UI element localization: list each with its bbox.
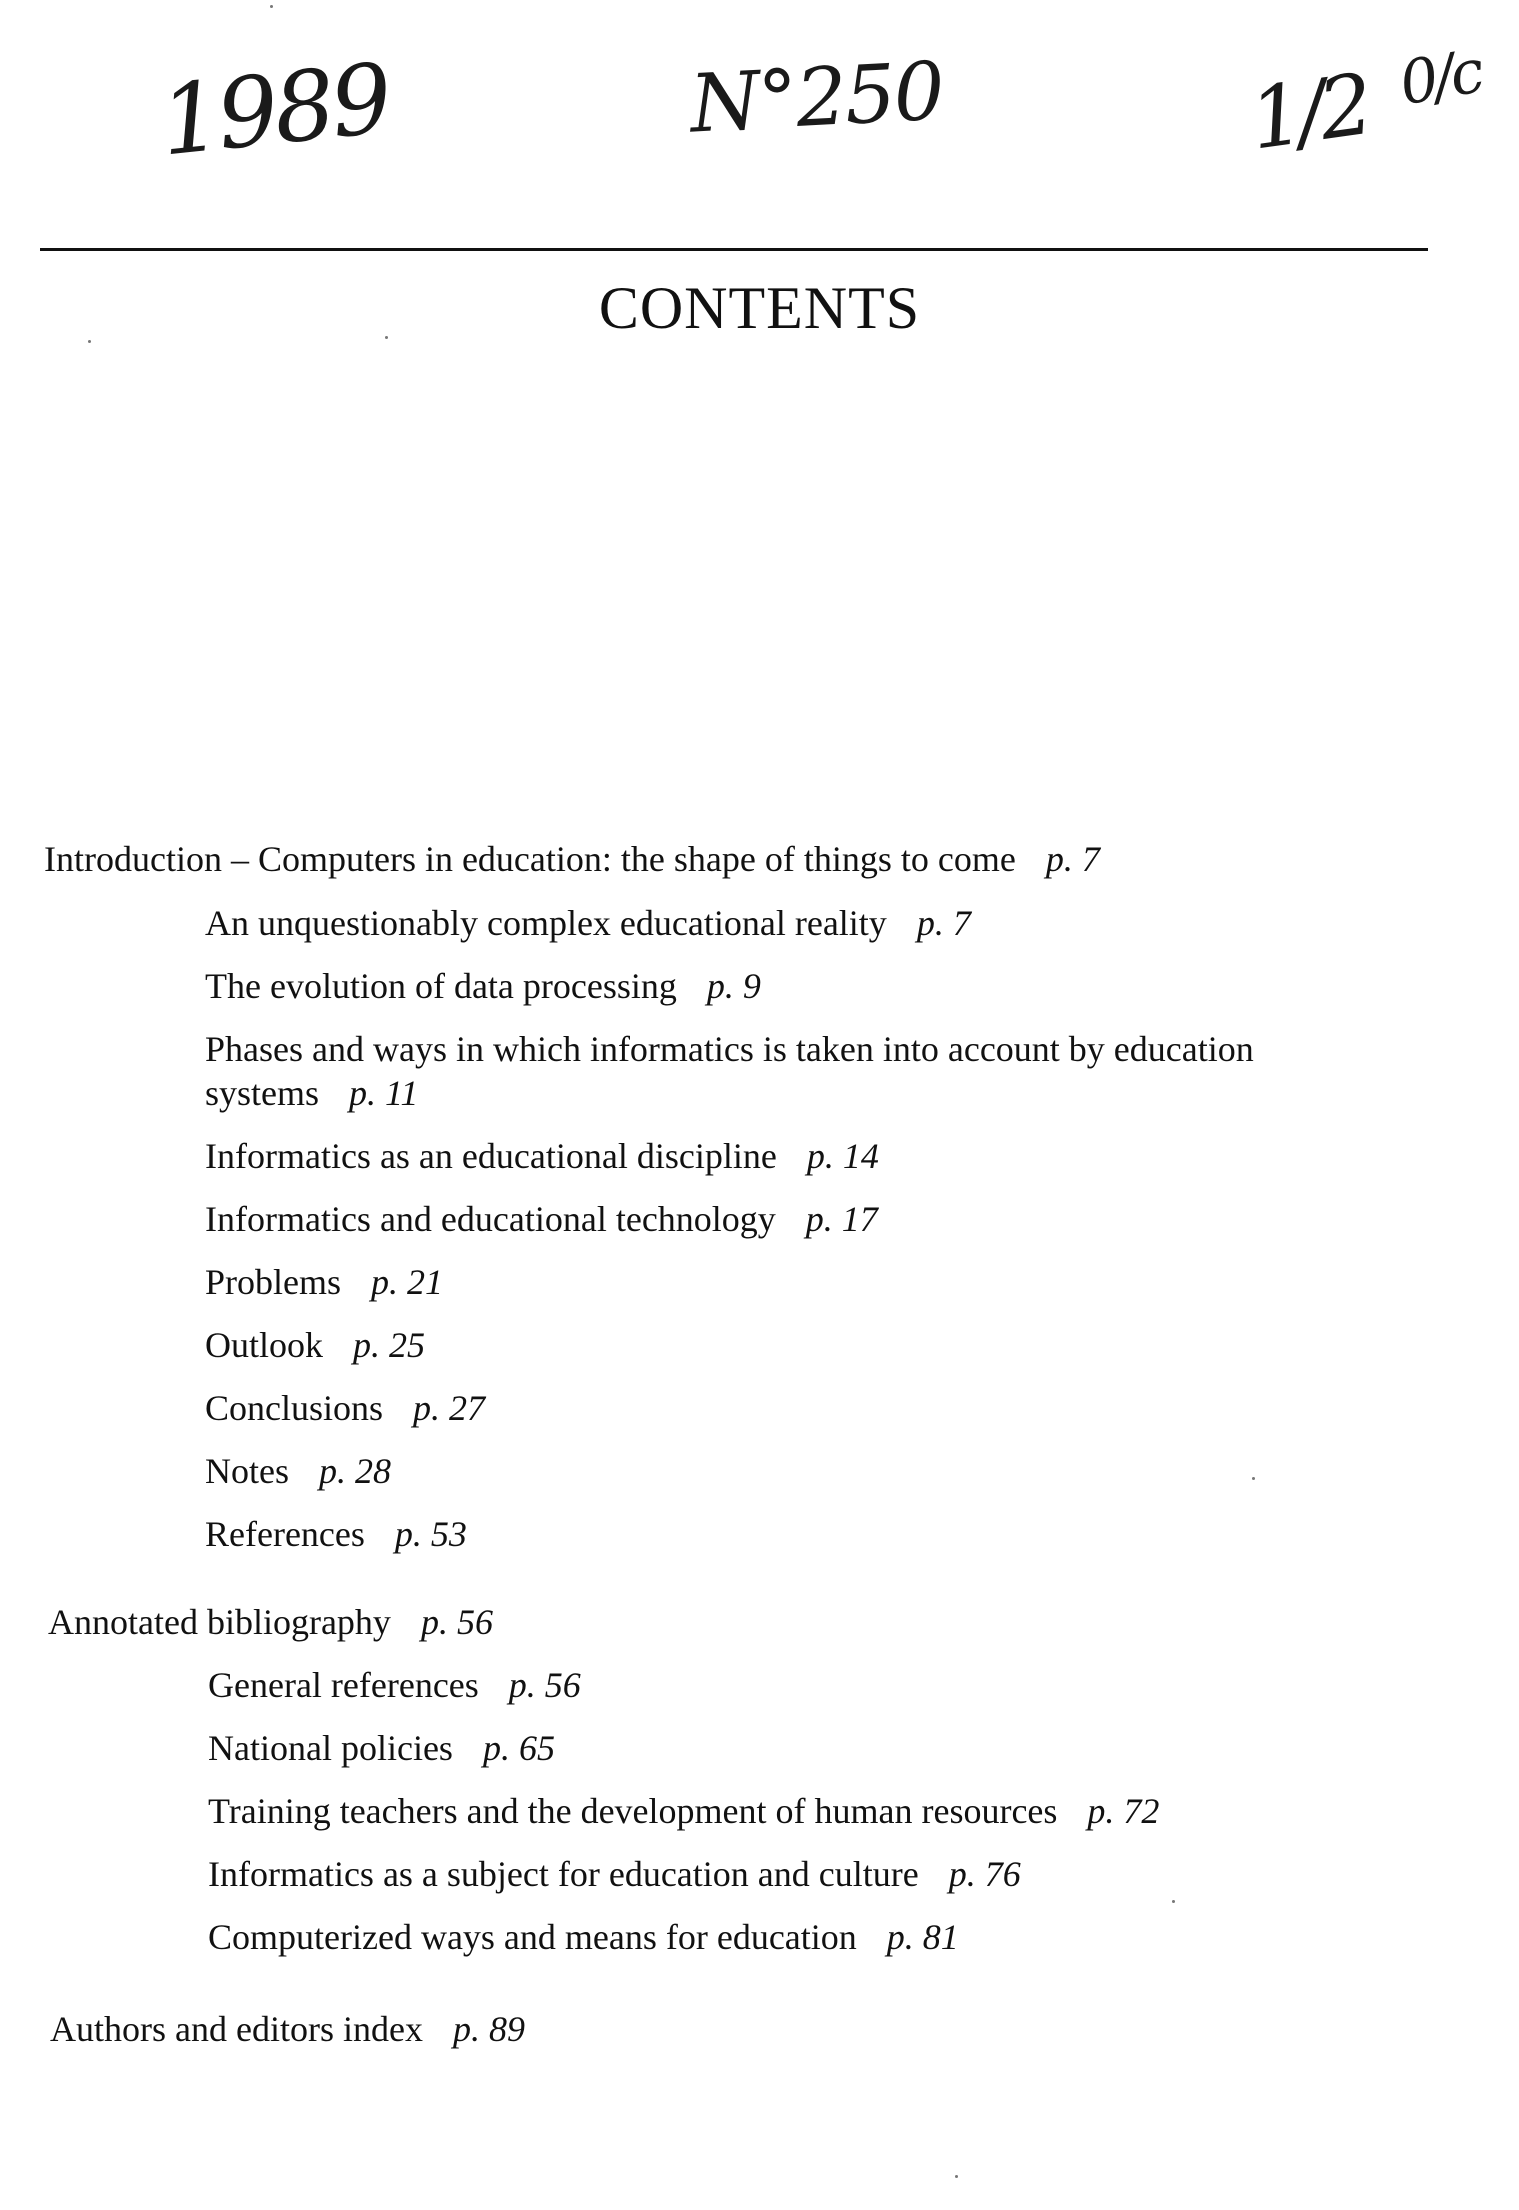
toc-entry-title: Phases and ways in which informatics is taken into account by education systems bbox=[205, 1029, 1254, 1113]
scan-speck bbox=[88, 340, 91, 343]
toc-entry-title: The evolution of data processing bbox=[205, 966, 677, 1006]
toc-entry-technology bbox=[205, 1197, 878, 1241]
toc-entry-title: Annotated bibliography bbox=[48, 1602, 391, 1642]
toc-entry-title: Informatics as an educational discipline bbox=[205, 1136, 777, 1176]
toc-entry-title: Computerized ways and means for education bbox=[208, 1917, 857, 1957]
toc-entry-title: References bbox=[205, 1514, 365, 1554]
toc-entry-title: Informatics and educational technology bbox=[205, 1199, 776, 1239]
toc-entry-outlook bbox=[205, 1323, 425, 1367]
header-rule bbox=[40, 248, 1428, 251]
toc-entry-conclusions bbox=[205, 1386, 485, 1430]
toc-entry-page: p. 28 bbox=[319, 1451, 391, 1491]
toc-entry-title: General references bbox=[208, 1665, 479, 1705]
toc-entry-title: National policies bbox=[208, 1728, 453, 1768]
toc-entry-data-processing bbox=[205, 964, 761, 1008]
toc-entry-page: p. 25 bbox=[353, 1325, 426, 1365]
toc-entry-subject-culture bbox=[208, 1852, 1021, 1896]
toc-entry-page: p. 56 bbox=[420, 1602, 493, 1642]
scan-speck bbox=[270, 5, 273, 8]
toc-entry-page: p. 89 bbox=[452, 2009, 525, 2049]
toc-entry-title: An unquestionably complex educational reality bbox=[205, 903, 887, 943]
toc-entry-introduction bbox=[44, 837, 1100, 881]
page-title: CONTENTS bbox=[598, 275, 921, 341]
toc-entry-computerized-means bbox=[208, 1915, 959, 1959]
toc-entry-title: Problems bbox=[205, 1262, 342, 1302]
scan-speck bbox=[385, 336, 388, 339]
toc-entry-phases bbox=[205, 1027, 1345, 1115]
toc-entry-title: Notes bbox=[205, 1451, 289, 1491]
toc-entry-page: p. 9 bbox=[706, 966, 761, 1006]
handwritten-number: N°250 bbox=[687, 44, 945, 151]
scan-speck bbox=[955, 2175, 958, 2178]
scan-speck bbox=[1252, 1477, 1255, 1480]
toc-entry-problems bbox=[205, 1260, 443, 1304]
toc-entry-page: p. 53 bbox=[394, 1514, 467, 1554]
toc-entry-authors-index bbox=[50, 2007, 525, 2051]
toc-entry-page: p. 14 bbox=[806, 1136, 879, 1176]
handwritten-year: 1989 bbox=[154, 42, 394, 178]
toc-entry-page: p. 76 bbox=[948, 1854, 1021, 1894]
toc-entry-page: p. 7 bbox=[1045, 839, 1100, 879]
toc-entry-title: Conclusions bbox=[205, 1388, 384, 1428]
toc-entry-title: Training teachers and the development of human resources bbox=[208, 1791, 1058, 1831]
toc-entry-annotated-bibliography bbox=[48, 1600, 493, 1644]
toc-entry-title: Outlook bbox=[205, 1325, 324, 1365]
toc-entry-general-references bbox=[208, 1663, 581, 1707]
scan-speck bbox=[1172, 1900, 1175, 1903]
toc-entry-page: p. 81 bbox=[886, 1917, 959, 1957]
toc-entry-page: p. 27 bbox=[413, 1388, 486, 1428]
toc-entry-references bbox=[205, 1512, 467, 1556]
toc-entry-page: p. 11 bbox=[349, 1073, 419, 1113]
toc-entry-page: p. 7 bbox=[916, 903, 971, 943]
handwritten-fraction: 1/2 bbox=[1243, 55, 1374, 169]
toc-entry-page: p. 56 bbox=[508, 1665, 581, 1705]
toc-entry-notes bbox=[205, 1449, 391, 1493]
toc-entry-page: p. 65 bbox=[482, 1728, 555, 1768]
toc-entry-training-teachers bbox=[208, 1789, 1159, 1833]
toc-entry-page: p. 72 bbox=[1087, 1791, 1160, 1831]
toc-entry-complex-reality bbox=[205, 901, 971, 945]
toc-entry-title: Informatics as a subject for education and culture bbox=[208, 1854, 919, 1894]
toc-entry-title: Authors and editors index bbox=[50, 2009, 423, 2049]
toc-entry-discipline bbox=[205, 1134, 879, 1178]
toc-entry-national-policies bbox=[208, 1726, 555, 1770]
toc-entry-page: p. 21 bbox=[371, 1262, 444, 1302]
toc-entry-page: p. 17 bbox=[805, 1199, 878, 1239]
handwritten-copies: 0/c bbox=[1394, 36, 1486, 120]
toc-entry-title: Introduction – Computers in education: the shape of things to come bbox=[44, 839, 1016, 879]
